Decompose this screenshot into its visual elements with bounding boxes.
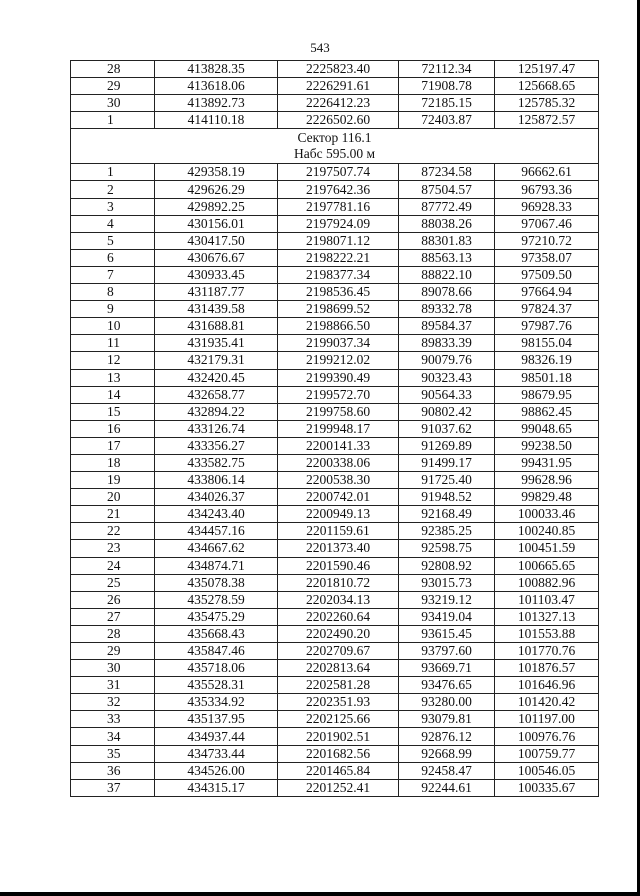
coordinate-cell: 2198536.45 bbox=[278, 284, 399, 301]
coordinate-cell: 434315.17 bbox=[155, 779, 278, 796]
coordinate-cell: 430156.01 bbox=[155, 215, 278, 232]
point-number-cell: 4 bbox=[71, 215, 155, 232]
coordinate-cell: 97210.72 bbox=[495, 232, 599, 249]
coordinate-cell: 100033.46 bbox=[495, 506, 599, 523]
coordinate-cell: 87234.58 bbox=[399, 164, 495, 181]
table-row bbox=[71, 437, 599, 454]
coordinate-cell: 92385.25 bbox=[399, 523, 495, 540]
coordinate-cell: 2200538.30 bbox=[278, 472, 399, 489]
point-number-cell: 23 bbox=[71, 540, 155, 557]
page-number: 543 bbox=[310, 40, 330, 55]
coordinate-cell: 91269.89 bbox=[399, 437, 495, 454]
coordinate-cell: 72185.15 bbox=[399, 95, 495, 112]
coordinate-cell: 89332.78 bbox=[399, 301, 495, 318]
point-number-cell: 24 bbox=[71, 557, 155, 574]
coordinate-cell: 435078.38 bbox=[155, 574, 278, 591]
coordinate-cell: 2225823.40 bbox=[278, 61, 399, 78]
point-number-cell: 17 bbox=[71, 437, 155, 454]
coordinate-cell: 431935.41 bbox=[155, 335, 278, 352]
point-number-cell: 37 bbox=[71, 779, 155, 796]
table-row bbox=[71, 711, 599, 728]
coordinate-cell: 2198071.12 bbox=[278, 232, 399, 249]
coordinate-cell: 2202813.64 bbox=[278, 660, 399, 677]
coordinate-cell: 434667.62 bbox=[155, 540, 278, 557]
coordinate-cell: 2201252.41 bbox=[278, 779, 399, 796]
coordinate-cell: 2197507.74 bbox=[278, 164, 399, 181]
table-row bbox=[71, 164, 599, 181]
coordinate-cell: 2198699.52 bbox=[278, 301, 399, 318]
coordinate-cell: 92808.92 bbox=[399, 557, 495, 574]
table-row bbox=[71, 489, 599, 506]
coordinate-cell: 2198377.34 bbox=[278, 266, 399, 283]
table-row bbox=[71, 249, 599, 266]
coordinate-cell: 2200742.01 bbox=[278, 489, 399, 506]
point-number-cell: 22 bbox=[71, 523, 155, 540]
coordinate-cell: 2197924.09 bbox=[278, 215, 399, 232]
coordinate-cell: 2197781.16 bbox=[278, 198, 399, 215]
coordinate-cell: 97987.76 bbox=[495, 318, 599, 335]
coordinate-cell: 72112.34 bbox=[399, 61, 495, 78]
point-number-cell: 3 bbox=[71, 198, 155, 215]
coordinate-cell: 429358.19 bbox=[155, 164, 278, 181]
scan-edge-bottom bbox=[0, 892, 640, 896]
coordinate-cell: 125668.65 bbox=[495, 78, 599, 95]
coordinate-cell: 435847.46 bbox=[155, 643, 278, 660]
coordinate-cell: 2200949.13 bbox=[278, 506, 399, 523]
point-number-cell: 15 bbox=[71, 403, 155, 420]
coordinate-cell: 99048.65 bbox=[495, 420, 599, 437]
sector-header bbox=[71, 129, 599, 164]
table-row bbox=[71, 574, 599, 591]
coordinate-cell: 2202709.67 bbox=[278, 643, 399, 660]
point-number-cell: 34 bbox=[71, 728, 155, 745]
coordinate-cell: 2197642.36 bbox=[278, 181, 399, 198]
coordinate-cell: 432894.22 bbox=[155, 403, 278, 420]
coordinate-cell: 92668.99 bbox=[399, 745, 495, 762]
point-number-cell: 30 bbox=[71, 660, 155, 677]
coordinate-cell: 98326.19 bbox=[495, 352, 599, 369]
point-number-cell: 19 bbox=[71, 472, 155, 489]
table-row bbox=[71, 386, 599, 403]
coordinate-cell: 434526.00 bbox=[155, 762, 278, 779]
coordinate-cell: 98501.18 bbox=[495, 369, 599, 386]
coordinate-cell: 92458.47 bbox=[399, 762, 495, 779]
table-row bbox=[71, 215, 599, 232]
coordinate-cell: 90802.42 bbox=[399, 403, 495, 420]
point-number-cell: 13 bbox=[71, 369, 155, 386]
coordinate-cell: 430417.50 bbox=[155, 232, 278, 249]
coordinate-cell: 429626.29 bbox=[155, 181, 278, 198]
table-row bbox=[71, 403, 599, 420]
coordinate-cell: 98155.04 bbox=[495, 335, 599, 352]
coordinate-cell: 433126.74 bbox=[155, 420, 278, 437]
coordinate-cell: 100546.05 bbox=[495, 762, 599, 779]
coordinate-cell: 434733.44 bbox=[155, 745, 278, 762]
point-number-cell: 36 bbox=[71, 762, 155, 779]
coordinate-cell: 2201373.40 bbox=[278, 540, 399, 557]
table-row bbox=[71, 677, 599, 694]
coordinate-cell: 98862.45 bbox=[495, 403, 599, 420]
point-number-cell: 28 bbox=[71, 625, 155, 642]
point-number-cell: 6 bbox=[71, 249, 155, 266]
coordinate-cell: 101420.42 bbox=[495, 694, 599, 711]
coordinate-cell: 101197.00 bbox=[495, 711, 599, 728]
coordinate-cell: 88563.13 bbox=[399, 249, 495, 266]
table-row bbox=[71, 266, 599, 283]
coordinate-cell: 2226412.23 bbox=[278, 95, 399, 112]
coordinate-cell: 99431.95 bbox=[495, 454, 599, 471]
coordinate-cell: 434457.16 bbox=[155, 523, 278, 540]
coordinate-cell: 100665.65 bbox=[495, 557, 599, 574]
point-number-cell: 25 bbox=[71, 574, 155, 591]
table-row bbox=[71, 745, 599, 762]
table-row bbox=[71, 352, 599, 369]
coordinate-cell: 431439.58 bbox=[155, 301, 278, 318]
coordinate-cell: 89078.66 bbox=[399, 284, 495, 301]
coordinate-cell: 97067.46 bbox=[495, 215, 599, 232]
coordinate-cell: 2201590.46 bbox=[278, 557, 399, 574]
coordinate-cell: 91037.62 bbox=[399, 420, 495, 437]
coordinate-cell: 92168.49 bbox=[399, 506, 495, 523]
coordinate-cell: 432658.77 bbox=[155, 386, 278, 403]
coordinate-cell: 87504.57 bbox=[399, 181, 495, 198]
coordinate-cell: 101770.76 bbox=[495, 643, 599, 660]
point-number-cell: 26 bbox=[71, 591, 155, 608]
coordinate-cell: 2201682.56 bbox=[278, 745, 399, 762]
coordinate-cell: 93669.71 bbox=[399, 660, 495, 677]
point-number-cell: 2 bbox=[71, 181, 155, 198]
coordinate-cell: 2226502.60 bbox=[278, 112, 399, 129]
coordinate-cell: 88301.83 bbox=[399, 232, 495, 249]
table-row bbox=[71, 591, 599, 608]
coordinate-cell: 93419.04 bbox=[399, 608, 495, 625]
coordinate-cell: 433806.14 bbox=[155, 472, 278, 489]
table-row bbox=[71, 625, 599, 642]
coordinate-cell: 93079.81 bbox=[399, 711, 495, 728]
coordinate-cell: 100451.59 bbox=[495, 540, 599, 557]
point-number-cell: 35 bbox=[71, 745, 155, 762]
point-number-cell: 16 bbox=[71, 420, 155, 437]
point-number-cell: 32 bbox=[71, 694, 155, 711]
coordinate-cell: 99829.48 bbox=[495, 489, 599, 506]
coordinate-cell: 2201159.61 bbox=[278, 523, 399, 540]
coordinate-cell: 125785.32 bbox=[495, 95, 599, 112]
table-row bbox=[71, 472, 599, 489]
point-number-cell: 10 bbox=[71, 318, 155, 335]
coordinate-cell: 434874.71 bbox=[155, 557, 278, 574]
table-body-after bbox=[71, 164, 599, 796]
coordinate-cell: 435528.31 bbox=[155, 677, 278, 694]
table-row bbox=[71, 420, 599, 437]
coordinate-cell: 431688.81 bbox=[155, 318, 278, 335]
coordinate-cell: 2202581.28 bbox=[278, 677, 399, 694]
coordinate-cell: 100335.67 bbox=[495, 779, 599, 796]
sector-row bbox=[71, 129, 599, 164]
table-row bbox=[71, 78, 599, 95]
coordinate-cell: 96928.33 bbox=[495, 198, 599, 215]
table-row bbox=[71, 779, 599, 796]
point-number-cell: 28 bbox=[71, 61, 155, 78]
table-row bbox=[71, 318, 599, 335]
coordinate-cell: 91725.40 bbox=[399, 472, 495, 489]
coordinate-cell: 2199572.70 bbox=[278, 386, 399, 403]
coordinate-cell: 71908.78 bbox=[399, 78, 495, 95]
coordinate-cell: 2198866.50 bbox=[278, 318, 399, 335]
coordinate-cell: 88822.10 bbox=[399, 266, 495, 283]
coordinate-cell: 2201465.84 bbox=[278, 762, 399, 779]
coordinate-cell: 2202490.20 bbox=[278, 625, 399, 642]
coordinate-cell: 433356.27 bbox=[155, 437, 278, 454]
coordinate-cell: 431187.77 bbox=[155, 284, 278, 301]
table-row bbox=[71, 762, 599, 779]
coordinate-cell: 2198222.21 bbox=[278, 249, 399, 266]
table-row bbox=[71, 61, 599, 78]
table-row bbox=[71, 198, 599, 215]
point-number-cell: 11 bbox=[71, 335, 155, 352]
coordinates-table bbox=[70, 60, 599, 797]
coordinate-cell: 101327.13 bbox=[495, 608, 599, 625]
coordinate-cell: 2201810.72 bbox=[278, 574, 399, 591]
coordinate-cell: 91499.17 bbox=[399, 454, 495, 471]
coordinate-cell: 2202351.93 bbox=[278, 694, 399, 711]
coordinate-cell: 97358.07 bbox=[495, 249, 599, 266]
coordinate-cell: 435718.06 bbox=[155, 660, 278, 677]
coordinate-cell: 90079.76 bbox=[399, 352, 495, 369]
coordinate-cell: 125197.47 bbox=[495, 61, 599, 78]
coordinate-cell: 413892.73 bbox=[155, 95, 278, 112]
coordinate-cell: 99238.50 bbox=[495, 437, 599, 454]
coordinate-cell: 97824.37 bbox=[495, 301, 599, 318]
point-number-cell: 30 bbox=[71, 95, 155, 112]
coordinate-cell: 434243.40 bbox=[155, 506, 278, 523]
point-number-cell: 20 bbox=[71, 489, 155, 506]
coordinate-cell: 2200141.33 bbox=[278, 437, 399, 454]
coordinate-cell: 96662.61 bbox=[495, 164, 599, 181]
coordinate-cell: 100759.77 bbox=[495, 745, 599, 762]
point-number-cell: 1 bbox=[71, 164, 155, 181]
table-row bbox=[71, 608, 599, 625]
coordinate-cell: 2200338.06 bbox=[278, 454, 399, 471]
coordinate-cell: 435278.59 bbox=[155, 591, 278, 608]
coordinate-cell: 91948.52 bbox=[399, 489, 495, 506]
coordinate-cell: 2226291.61 bbox=[278, 78, 399, 95]
coordinate-cell: 98679.95 bbox=[495, 386, 599, 403]
coordinate-cell: 92244.61 bbox=[399, 779, 495, 796]
point-number-cell: 8 bbox=[71, 284, 155, 301]
table-row bbox=[71, 540, 599, 557]
coordinate-cell: 430676.67 bbox=[155, 249, 278, 266]
coordinate-cell: 89833.39 bbox=[399, 335, 495, 352]
table-body-before bbox=[71, 61, 599, 129]
point-number-cell: 12 bbox=[71, 352, 155, 369]
coordinate-cell: 2199758.60 bbox=[278, 403, 399, 420]
table-row bbox=[71, 335, 599, 352]
coordinate-cell: 89584.37 bbox=[399, 318, 495, 335]
table-row bbox=[71, 284, 599, 301]
table-row bbox=[71, 181, 599, 198]
point-number-cell: 29 bbox=[71, 643, 155, 660]
coordinate-cell: 92876.12 bbox=[399, 728, 495, 745]
point-number-cell: 18 bbox=[71, 454, 155, 471]
coordinate-cell: 99628.96 bbox=[495, 472, 599, 489]
point-number-cell: 31 bbox=[71, 677, 155, 694]
coordinate-cell: 2199212.02 bbox=[278, 352, 399, 369]
coordinate-cell: 434026.37 bbox=[155, 489, 278, 506]
coordinate-cell: 435137.95 bbox=[155, 711, 278, 728]
table-row bbox=[71, 301, 599, 318]
coordinate-cell: 2202125.66 bbox=[278, 711, 399, 728]
point-number-cell: 5 bbox=[71, 232, 155, 249]
table-row bbox=[71, 232, 599, 249]
table-row bbox=[71, 95, 599, 112]
coordinate-cell: 432420.45 bbox=[155, 369, 278, 386]
table-row bbox=[71, 643, 599, 660]
coordinate-cell: 96793.36 bbox=[495, 181, 599, 198]
coordinate-cell: 93219.12 bbox=[399, 591, 495, 608]
point-number-cell: 21 bbox=[71, 506, 155, 523]
coordinate-cell: 101876.57 bbox=[495, 660, 599, 677]
coordinate-cell: 97664.94 bbox=[495, 284, 599, 301]
table-row bbox=[71, 660, 599, 677]
coordinate-cell: 429892.25 bbox=[155, 198, 278, 215]
coordinate-cell: 100976.76 bbox=[495, 728, 599, 745]
table-row bbox=[71, 369, 599, 386]
coordinate-cell: 90323.43 bbox=[399, 369, 495, 386]
table-row bbox=[71, 694, 599, 711]
coordinate-cell: 101103.47 bbox=[495, 591, 599, 608]
coordinate-cell: 93280.00 bbox=[399, 694, 495, 711]
sector-title: Сектор 116.1 bbox=[297, 130, 372, 146]
coordinate-cell: 430933.45 bbox=[155, 266, 278, 283]
coordinate-cell: 88038.26 bbox=[399, 215, 495, 232]
coordinate-cell: 2199037.34 bbox=[278, 335, 399, 352]
coordinate-cell: 72403.87 bbox=[399, 112, 495, 129]
point-number-cell: 7 bbox=[71, 266, 155, 283]
coordinate-cell: 93015.73 bbox=[399, 574, 495, 591]
coordinate-cell: 125872.57 bbox=[495, 112, 599, 129]
coordinate-cell: 435475.29 bbox=[155, 608, 278, 625]
coordinate-cell: 100240.85 bbox=[495, 523, 599, 540]
coordinate-cell: 2202260.64 bbox=[278, 608, 399, 625]
table-row bbox=[71, 454, 599, 471]
point-number-cell: 14 bbox=[71, 386, 155, 403]
coordinate-cell: 97509.50 bbox=[495, 266, 599, 283]
coordinate-cell: 2199390.49 bbox=[278, 369, 399, 386]
point-number-cell: 29 bbox=[71, 78, 155, 95]
coordinates-table-container bbox=[70, 60, 598, 797]
point-number-cell: 9 bbox=[71, 301, 155, 318]
coordinate-cell: 2201902.51 bbox=[278, 728, 399, 745]
coordinate-cell: 100882.96 bbox=[495, 574, 599, 591]
sector-subtitle: Набс 595.00 м bbox=[293, 146, 376, 162]
coordinate-cell: 432179.31 bbox=[155, 352, 278, 369]
table-row bbox=[71, 112, 599, 129]
coordinate-cell: 435334.92 bbox=[155, 694, 278, 711]
point-number-cell: 33 bbox=[71, 711, 155, 728]
point-number-cell: 27 bbox=[71, 608, 155, 625]
coordinate-cell: 101646.96 bbox=[495, 677, 599, 694]
coordinate-cell: 93797.60 bbox=[399, 643, 495, 660]
table-row bbox=[71, 523, 599, 540]
table-row bbox=[71, 557, 599, 574]
table-row bbox=[71, 728, 599, 745]
coordinate-cell: 2199948.17 bbox=[278, 420, 399, 437]
coordinate-cell: 93476.65 bbox=[399, 677, 495, 694]
coordinate-cell: 435668.43 bbox=[155, 625, 278, 642]
point-number-cell: 1 bbox=[71, 112, 155, 129]
coordinate-cell: 413828.35 bbox=[155, 61, 278, 78]
coordinate-cell: 87772.49 bbox=[399, 198, 495, 215]
coordinate-cell: 413618.06 bbox=[155, 78, 278, 95]
coordinate-cell: 90564.33 bbox=[399, 386, 495, 403]
coordinate-cell: 101553.88 bbox=[495, 625, 599, 642]
coordinate-cell: 434937.44 bbox=[155, 728, 278, 745]
coordinate-cell: 92598.75 bbox=[399, 540, 495, 557]
table-row bbox=[71, 506, 599, 523]
sector-cell bbox=[71, 129, 599, 164]
coordinate-cell: 414110.18 bbox=[155, 112, 278, 129]
coordinate-cell: 433582.75 bbox=[155, 454, 278, 471]
coordinate-cell: 93615.45 bbox=[399, 625, 495, 642]
coordinate-cell: 2202034.13 bbox=[278, 591, 399, 608]
